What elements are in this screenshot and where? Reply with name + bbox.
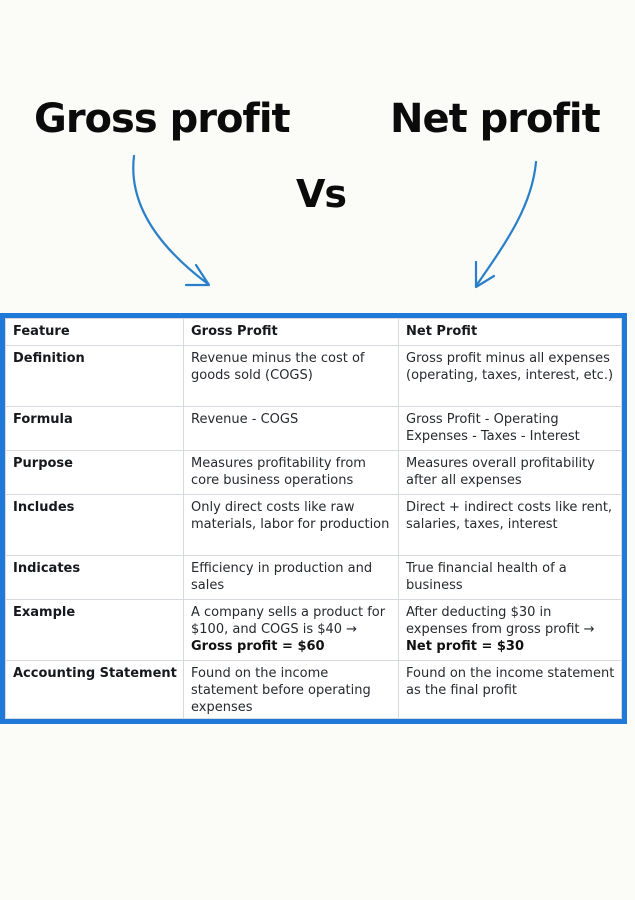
gross-cell: Revenue - COGS bbox=[184, 407, 399, 451]
net-profit-title: Net profit bbox=[390, 96, 600, 142]
net-cell: Measures overall profitability after all expenses bbox=[399, 451, 622, 495]
feature-cell: Accounting Statement bbox=[6, 661, 184, 719]
feature-cell: Includes bbox=[6, 495, 184, 556]
feature-cell: Purpose bbox=[6, 451, 184, 495]
header-gross-profit: Gross Profit bbox=[184, 319, 399, 346]
table-header-row bbox=[6, 319, 622, 346]
feature-cell: Definition bbox=[6, 346, 184, 407]
header-net-profit: Net Profit bbox=[399, 319, 622, 346]
gross-cell: Revenue minus the cost of goods sold (COGS) bbox=[184, 346, 399, 407]
comparison-table bbox=[5, 318, 622, 719]
table-row bbox=[6, 407, 622, 451]
feature-cell: Example bbox=[6, 600, 184, 661]
net-cell: Direct + indirect costs like rent, salaries, taxes, interest bbox=[399, 495, 622, 556]
curved-arrow-icon bbox=[0, 0, 635, 300]
net-cell: Gross Profit - Operating Expenses - Taxes - Interest bbox=[399, 407, 622, 451]
header-feature: Feature bbox=[6, 319, 184, 346]
gross-cell: Found on the income statement before operating expenses bbox=[184, 661, 399, 719]
vs-label: Vs bbox=[296, 172, 347, 216]
table-row bbox=[6, 346, 622, 407]
net-cell bbox=[399, 600, 622, 661]
net-example-result: Net profit = $30 bbox=[406, 639, 525, 654]
net-example-text: After deducting $30 in expenses from gross profit → bbox=[406, 605, 595, 637]
net-cell: Gross profit minus all expenses (operating, taxes, interest, etc.) bbox=[399, 346, 622, 407]
table-row bbox=[6, 661, 622, 719]
gross-example-text: A company sells a product for $100, and COGS is $40 → bbox=[191, 605, 386, 637]
net-cell: True financial health of a business bbox=[399, 556, 622, 600]
table-row bbox=[6, 451, 622, 495]
feature-cell: Formula bbox=[6, 407, 184, 451]
table-row bbox=[6, 556, 622, 600]
gross-cell bbox=[184, 600, 399, 661]
table-row bbox=[6, 495, 622, 556]
gross-cell: Efficiency in production and sales bbox=[184, 556, 399, 600]
gross-cell: Measures profitability from core business operations bbox=[184, 451, 399, 495]
comparison-table-frame bbox=[0, 313, 627, 724]
gross-cell: Only direct costs like raw materials, labor for production bbox=[184, 495, 399, 556]
right-arrow-shaft bbox=[476, 162, 536, 286]
gross-profit-title: Gross profit bbox=[34, 96, 290, 142]
gross-example-result: Gross profit = $60 bbox=[191, 639, 325, 654]
feature-cell: Indicates bbox=[6, 556, 184, 600]
table-row bbox=[6, 600, 622, 661]
net-cell: Found on the income statement as the final profit bbox=[399, 661, 622, 719]
